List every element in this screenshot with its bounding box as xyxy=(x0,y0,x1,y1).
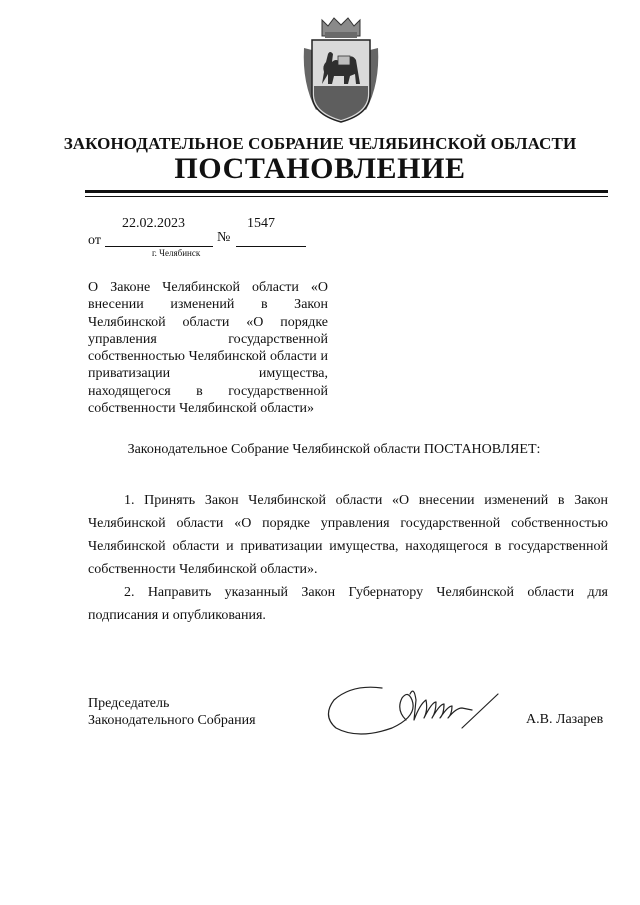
document-date: 22.02.2023 xyxy=(122,216,185,231)
handwritten-signature xyxy=(322,670,502,740)
coat-of-arms-icon xyxy=(300,14,382,126)
city-label: г. Челябинск xyxy=(152,248,201,258)
document-type: ПОСТАНОВЛЕНИЕ xyxy=(174,152,466,185)
signer-title xyxy=(88,695,256,729)
resolution-body xyxy=(88,489,608,627)
date-label: от xyxy=(88,233,101,248)
signer-name: А.В. Лазарев xyxy=(526,712,604,727)
number-underline xyxy=(236,246,306,247)
preamble: Законодательное Собрание Челябинской области ПОСТАНОВЛЯЕТ: xyxy=(127,442,541,457)
header-divider-thick xyxy=(85,190,608,193)
organization-name: ЗАКОНОДАТЕЛЬНОЕ СОБРАНИЕ ЧЕЛЯБИНСКОЙ ОБЛАСТИ xyxy=(63,134,577,153)
resolution-item-2: 2. Направить указанный Закон Губернатору Челябинской области для подписания и опубликования. xyxy=(88,585,608,623)
document-number: 1547 xyxy=(247,216,275,231)
document-subject: О Законе Челябинской области «О внесении изменений в Закон Челябинской области «О порядке управления государственной собственностью Челябинской области и приватизации имущества, находящегося в государственной собственности Челябинской области» xyxy=(88,280,328,417)
signer-title-line-2: Законодательного Собрания xyxy=(88,713,256,728)
signer-title-line-1: Председатель xyxy=(88,696,170,711)
date-underline xyxy=(105,246,213,247)
header-divider-thin xyxy=(85,196,608,197)
resolution-item-1: 1. Принять Закон Челябинской области «О внесении изменений в Закон Челябинской области «О порядке управления государственной собственностью Челябинской области и приватизации имущества, находящегося в государственной собственности Челябинской области». xyxy=(88,493,608,577)
number-label: № xyxy=(217,230,231,245)
